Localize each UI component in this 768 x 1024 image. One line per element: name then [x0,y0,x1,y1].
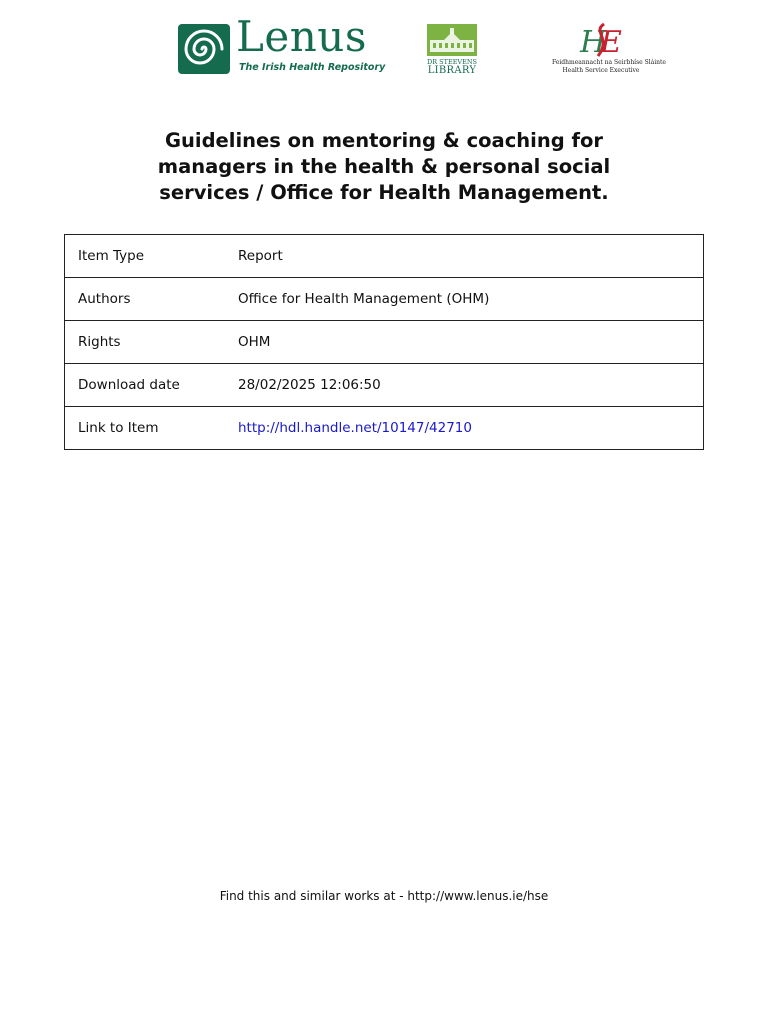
row-value-link-cell [225,407,704,450]
svg-text:H: H [580,25,607,58]
table-row [65,407,704,450]
row-label: Download date [65,364,226,407]
table-row [65,235,704,278]
row-label: Link to Item [65,407,226,450]
row-label: Rights [65,321,226,364]
document-title: Guidelines on mentoring & coaching for managers in the health & personal social services / Office for Health Management. [157,129,611,204]
row-label: Authors [65,278,226,321]
lenus-tagline: The Irish Health Repository [239,62,386,73]
svg-text:E: E [600,25,622,58]
metadata-table [64,234,704,450]
steevens-line-2: LIBRARY [427,65,477,76]
row-value: 28/02/2025 12:06:50 [225,364,704,407]
hse-irish-name: Feidhmeannacht na Seirbhíse Sláinte [552,59,666,66]
lenus-name: Lenus [236,12,367,61]
table-row [65,278,704,321]
row-value: OHM [225,321,704,364]
row-label: Item Type [65,235,226,278]
hse-english-name: Health Service Executive [562,67,640,74]
lenus-logo [178,12,386,76]
steevens-line-1: DR STEEVENS [426,58,478,66]
logo-bar [0,12,768,80]
row-value: Report [225,235,704,278]
hse-logo [552,22,666,78]
steevens-library-logo [426,22,478,78]
footer-note: Find this and similar works at - http://www.lenus.ie/hse [219,889,549,903]
library-building-icon [426,22,478,58]
table-row [65,364,704,407]
lenus-spiral-icon [178,24,230,74]
row-value: Office for Health Management (OHM) [225,278,704,321]
table-row [65,321,704,364]
hse-icon [578,22,622,58]
item-link[interactable]: http://hdl.handle.net/10147/42710 [238,420,472,436]
